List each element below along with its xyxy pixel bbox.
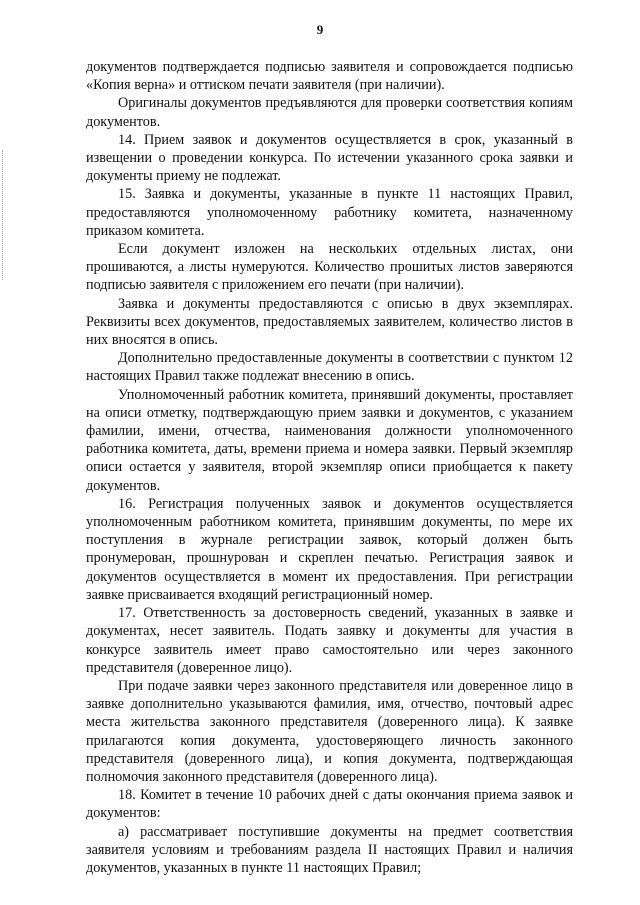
paragraph-clause-18a: а) рассматривает поступившие документы на предмет соответствия заявителя условиям и требованиям раздела II настоящих Правил и наличия документов, указанных в пункте 11 настоящих Правил; xyxy=(86,823,573,876)
paragraph-additional-docs: Дополнительно предоставленные документы в соответствии с пунктом 12 настоящих Правил также подлежат внесению в опись. xyxy=(86,350,573,385)
paragraph-clause-16: 16. Регистрация полученных заявок и документов осуществляется уполномоченным работником комитета, принявшим документы, по мере их поступления в журнале регистрации заявок, который должен быть пронумерован, прошнурован и скреплен печатью. Регистрация заявок и документов осуществляется в момент их предоставления. При регистрации заявке присваивается входящий регистрационный номер. xyxy=(86,495,573,603)
paragraph-clause-14: 14. Прием заявок и документов осуществляется в срок, указанный в извещении о проведении конкурса. По истечении указанного срока заявки и документы приему не подлежат. xyxy=(86,131,573,185)
paragraph-clause-15: 15. Заявка и документы, указанные в пункте 11 настоящих Правил, предоставляются уполномоченному работнику комитета, назначенному приказом комитета. xyxy=(86,186,573,239)
paragraph-clause-18: 18. Комитет в течение 10 рабочих дней с даты окончания приема заявок и документов: xyxy=(86,787,573,822)
paragraph-representative: При подаче заявки через законного представителя или доверенное лицо в заявке дополнительно указываются фамилия, имя, отчество, почтовый адрес места жительства законного представителя (доверенного лица). К заявке прилагаются копия документа, удостоверяющего личность законного представителя (доверенного лица), и копия документа, подтверждающая полномочия законного представителя (доверенного лица). xyxy=(86,677,573,785)
paragraph-originals: Оригиналы документов предъявляются для проверки соответствия копиям документов. xyxy=(86,95,573,130)
paragraph-clause-17: 17. Ответственность за достоверность сведений, указанных в заявке и документах, несет заявитель. Подать заявку и документы для участия в конкурсе заявитель имеет право самостоятельно или через законного представителя (доверенное лицо). xyxy=(86,605,573,676)
paragraph-inventory: Заявка и документы предоставляются с описью в двух экземплярах. Реквизиты всех документов, предоставляемых заявителем, количество листов в них вносятся в опись. xyxy=(86,295,573,349)
margin-scan-mark xyxy=(2,150,4,280)
document-body xyxy=(86,58,573,877)
paragraph-sheets: Если документ изложен на нескольких отдельных листах, они прошиваются, а листы нумеруются. Количество прошитых листов заверяются подписью заявителя с приложением его печати (при наличии). xyxy=(86,241,573,294)
paragraph-continuation: документов подтверждается подписью заявителя и сопровождается подписью «Копия верна» и оттиском печати заявителя (при наличии). xyxy=(86,59,573,94)
page-number: 9 xyxy=(316,22,324,37)
paragraph-authorized-worker: Уполномоченный работник комитета, принявший документы, проставляет на описи отметку, подтверждающую прием заявки и документов, с указанием фамилии, имени, отчества, наименования должности уполномоченного работника комитета, даты, времени приема и номера заявки. Первый экземпляр описи остается у заявителя, второй экземпляр описи приобщается к пакету документов. xyxy=(86,386,573,494)
